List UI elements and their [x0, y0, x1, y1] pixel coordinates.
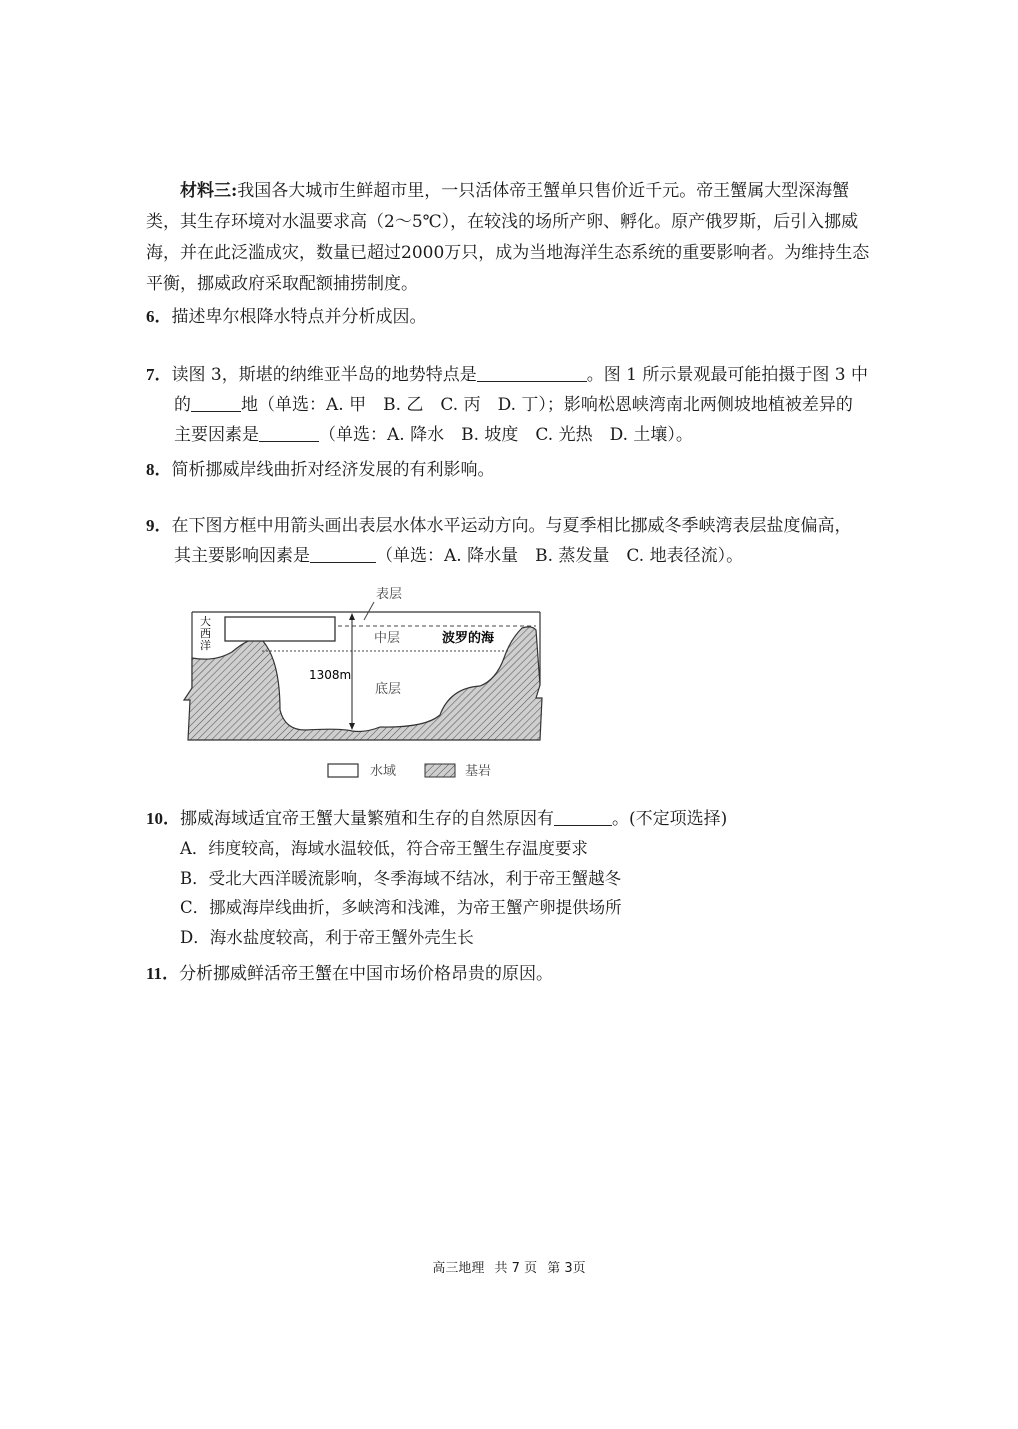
question-9-line-2	[174, 541, 743, 571]
question-number: 7	[146, 365, 155, 384]
atlantic-label: 大	[200, 615, 211, 628]
answer-blank[interactable]	[310, 544, 376, 563]
question-7-line-2	[174, 390, 853, 420]
question-text: （单选：A. 降水量 B. 蒸发量 C. 地表径流）。	[376, 546, 744, 566]
question-text: 读图 3，斯堪的纳维亚半岛的地势特点是	[171, 365, 477, 385]
question-text: 简析挪威岸线曲折对经济发展的有利影响。	[171, 460, 495, 480]
legend-bedrock-swatch	[425, 764, 455, 777]
question-number: 6	[146, 307, 155, 326]
question-text: 挪威海域适宜帝王蟹大量繁殖和生存的自然原因有	[180, 809, 554, 829]
footer-total-pages: 共 7 页	[494, 1261, 538, 1276]
question-text: 。(不定项选择)	[612, 809, 728, 829]
question-number: 10	[146, 809, 163, 828]
footer-page-number: 第 3页	[547, 1261, 586, 1276]
question-10: 10．挪威海域适宜帝王蟹大量繁殖和生存的自然原因有 。(不定项选择)	[146, 809, 728, 829]
material-three-paragraph	[146, 176, 881, 300]
question-text: 描述卑尔根降水特点并分析成因。	[171, 307, 427, 327]
question-text: （单选：A. 降水 B. 坡度 C. 光热 D. 土壤）。	[319, 425, 693, 445]
material-three-text: 我国各大城市生鲜超市里，一只活体帝王蟹单只售价近千元。帝王蟹属大型深海蟹类，其生存环境对水温要求高（2～5℃），在较浅的场所产卵、孵化。原产俄罗斯，后引入挪威海，并在此泛滥成灾，数量已超过2000万只，成为当地海洋生态系统的重要影响者。为维持生态平衡，挪威政府采取配额捕捞制度。	[146, 181, 870, 294]
question-text: 其主要影响因素是	[174, 546, 310, 566]
depth-arrow-head-up	[349, 613, 355, 620]
material-three-label: 材料三:	[180, 181, 238, 201]
answer-blank[interactable]	[477, 363, 587, 382]
question-7-line-3	[174, 420, 693, 450]
arrow-answer-box[interactable]	[225, 617, 335, 641]
question-8: 8．简析挪威岸线曲折对经济发展的有利影响。	[146, 460, 495, 480]
answer-blank[interactable]	[191, 393, 241, 412]
surface-pointer-line	[364, 602, 374, 620]
question-text: 地（单选：A. 甲 B. 乙 C. 丙 D. 丁）；影响松恩峡湾南北两侧坡地植被差异的	[241, 395, 853, 415]
surface-layer-label: 表层	[376, 587, 403, 602]
bottom-layer-label: 底层	[375, 682, 402, 697]
legend-water-label: 水域	[370, 764, 397, 779]
option-a[interactable]: A．纬度较高，海域水温较低，符合帝王蟹生存温度要求	[180, 839, 588, 858]
answer-blank[interactable]	[554, 807, 612, 826]
footer-subject: 高三地理	[432, 1261, 485, 1276]
question-number: 9	[146, 516, 155, 535]
question-number: 8	[146, 460, 155, 479]
option-b[interactable]: B．受北大西洋暖流影响，冬季海域不结冰，利于帝王蟹越冬	[180, 869, 622, 888]
question-text: 主要因素是	[174, 425, 259, 445]
question-9: 9．在下图方框中用箭头画出表层水体水平运动方向。与夏季相比挪威冬季峡湾表层盐度偏高，	[146, 516, 852, 536]
question-text: 在下图方框中用箭头画出表层水体水平运动方向。与夏季相比挪威冬季峡湾表层盐度偏高，	[171, 516, 852, 536]
question-7: 7．读图 3，斯堪的纳维亚半岛的地势特点是 。图 1 所示景观最可能拍摄于图 3 中	[146, 365, 868, 385]
baltic-sea-label: 波罗的海	[442, 631, 495, 646]
question-text: 分析挪威鲜活帝王蟹在中国市场价格昂贵的原因。	[179, 964, 554, 984]
question-number: 11	[146, 964, 163, 983]
option-c[interactable]: C．挪威海岸线曲折，多峡湾和浅滩，为帝王蟹产卵提供场所	[180, 898, 622, 917]
legend-bedrock-label: 基岩	[465, 764, 492, 779]
answer-blank[interactable]	[259, 423, 319, 442]
atlantic-label: 洋	[200, 639, 211, 652]
atlantic-label: 西	[200, 627, 211, 640]
option-d[interactable]: D．海水盐度较高，利于帝王蟹外壳生长	[180, 928, 474, 947]
fjord-cross-section-diagram	[180, 580, 560, 785]
question-11: 11．分析挪威鲜活帝王蟹在中国市场价格昂贵的原因。	[146, 964, 554, 984]
middle-layer-label: 中层	[374, 631, 401, 646]
question-6: 6．描述卑尔根降水特点并分析成因。	[146, 307, 427, 327]
depth-label: 1308m	[309, 668, 352, 682]
depth-arrow-head-down	[349, 723, 355, 730]
legend-water-swatch	[328, 764, 358, 777]
question-text: 的	[174, 395, 191, 415]
page-footer	[0, 1257, 1018, 1276]
question-text: 。图 1 所示景观最可能拍摄于图 3 中	[586, 365, 868, 385]
